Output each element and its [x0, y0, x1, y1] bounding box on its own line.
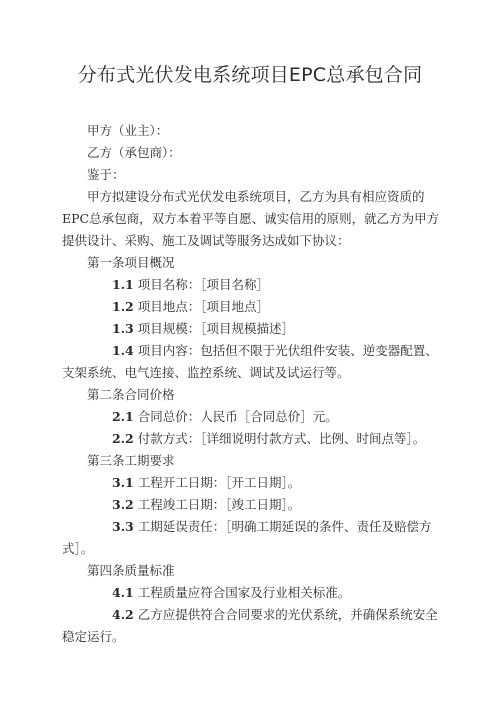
clause-4-2 [62, 604, 442, 648]
section-3-title: 第三条工期要求 [87, 453, 175, 468]
clause-1-1 [62, 274, 442, 296]
clause-1-4 [62, 340, 442, 384]
party-a-line: 甲方（业主）： [87, 123, 169, 138]
section-1-title: 第一条项目概况 [87, 255, 175, 270]
party-b-line: 乙方（承包商）： [87, 145, 181, 160]
clause-text: 项目内容：包括但不限于光伏组件安装、逆变器配置、支架系统、电气连接、监控系统、调试及试运行等。 [62, 343, 438, 380]
clause-number: 1.3 [112, 321, 134, 336]
clause-text: 工程开工日期：［开工日期］。 [137, 475, 301, 490]
clause-text: 工程质量应符合国家及行业相关标准。 [137, 585, 351, 600]
preamble-paragraph: 甲方拟建设分布式光伏发电系统项目，乙方为具有相应资质的EPC总承包商，双方本着平等自愿、诚实信用的原则，就乙方为甲方提供设计、采购、施工及调试等服务达成如下协议： [62, 189, 440, 248]
clause-number: 1.1 [112, 277, 134, 292]
clause-number: 4.1 [112, 585, 134, 600]
clause-number: 1.2 [112, 299, 134, 314]
clause-number: 3.2 [112, 497, 134, 512]
clause-2-2 [62, 428, 442, 450]
clause-text: 项目名称：［项目名称］ [137, 277, 269, 292]
document-title: 分布式光伏发电系统项目EPC总承包合同 [77, 64, 423, 86]
clause-text: 付款方式：［详细说明付款方式、比例、时间点等］。 [137, 431, 426, 446]
clause-3-1 [62, 472, 442, 494]
clause-3-2 [62, 494, 442, 516]
clause-text: 工程竣工日期：［竣工日期］。 [137, 497, 301, 512]
clause-text: 乙方应提供符合合同要求的光伏系统，并确保系统安全稳定运行。 [62, 607, 438, 644]
clause-text: 项目地点：［项目地点］ [137, 299, 269, 314]
clause-number: 2.2 [112, 431, 134, 446]
clause-1-2 [62, 296, 442, 318]
clause-3-3 [62, 516, 442, 560]
clause-text: 项目规模：［项目规模描述］ [137, 321, 294, 336]
section-4-title: 第四条质量标准 [87, 563, 175, 578]
whereas-line: 鉴于： [87, 167, 125, 182]
clause-text: 工期延误责任：［明确工期延误的条件、责任及赔偿方式］。 [62, 519, 432, 556]
document-body [62, 120, 442, 648]
clause-number: 2.1 [112, 409, 134, 424]
clause-text: 合同总价：人民币［合同总价］元。 [137, 409, 338, 424]
clause-1-3 [62, 318, 442, 340]
clause-number: 1.4 [112, 343, 134, 358]
clause-number: 3.3 [112, 519, 134, 534]
clause-number: 4.2 [112, 607, 134, 622]
clause-4-1 [62, 582, 442, 604]
section-2-title: 第二条合同价格 [87, 387, 175, 402]
clause-2-1 [62, 406, 442, 428]
clause-number: 3.1 [112, 475, 134, 490]
